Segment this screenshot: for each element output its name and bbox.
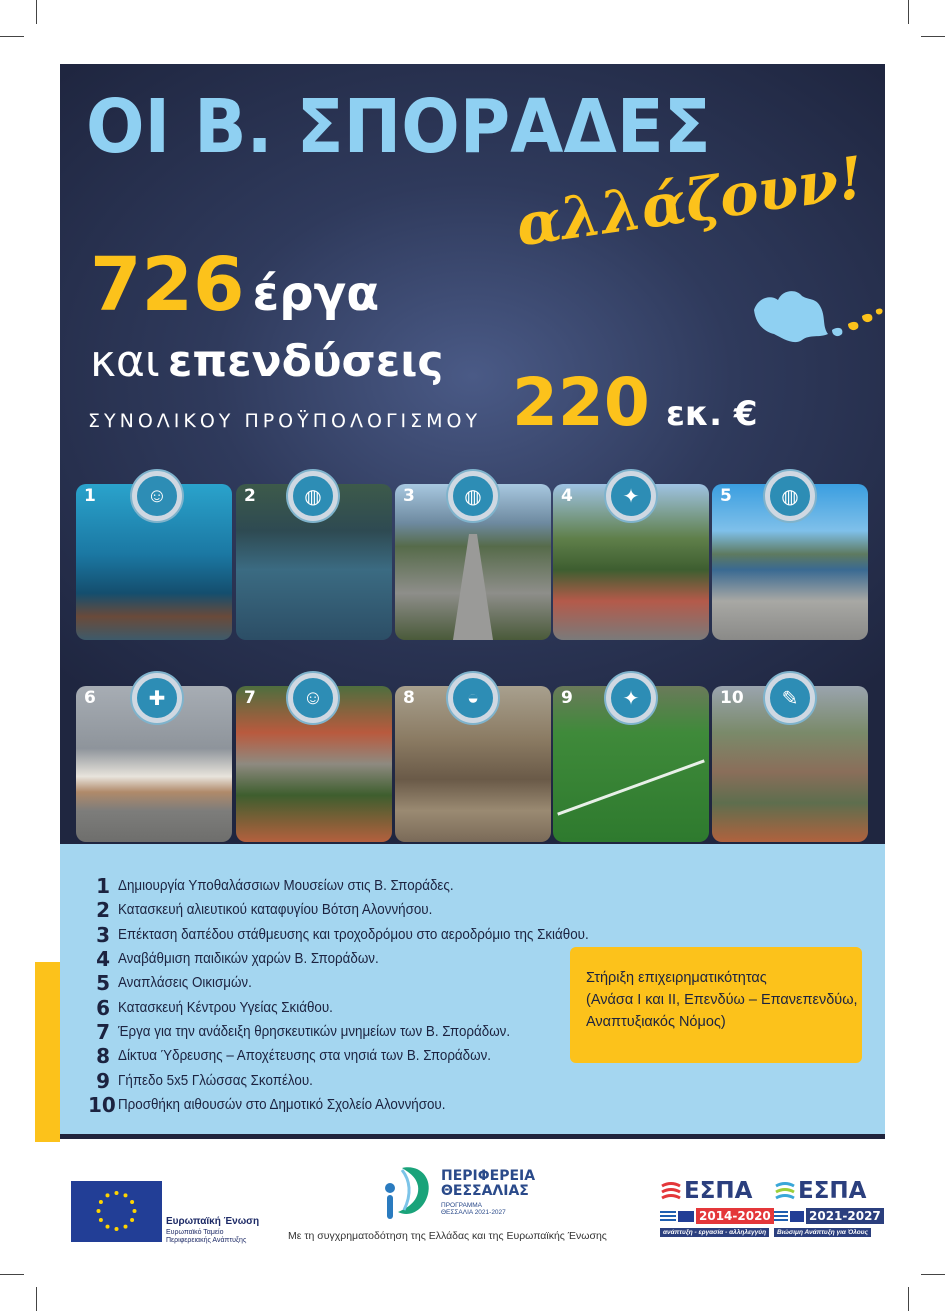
- support-line: Αναπτυξιακός Νόμος): [586, 1014, 726, 1030]
- list-item-text: Επέκταση δαπέδου στάθμευσης και τροχοδρόμου στο αεροδρόμιο της Σκιάθου.: [118, 926, 589, 943]
- pitch-line: [557, 759, 705, 815]
- tile-number: 1: [84, 486, 96, 506]
- list-item: [88, 1093, 624, 1117]
- globe-leaf-icon: ◍: [448, 471, 498, 521]
- list-item-number: 5: [96, 971, 110, 996]
- eu-fund-name: [166, 1229, 246, 1245]
- thessaly-region-logo-icon: [380, 1160, 438, 1224]
- region-programme-line: ΘΕΣΣΑΛΙΑ 2021-2027: [441, 1209, 506, 1216]
- crop-mark: [0, 36, 24, 37]
- investments-prefix: και: [90, 336, 160, 387]
- list-item: [88, 923, 624, 947]
- list-item-text: Αναβάθμιση παιδικών χαρών Β. Σποράδων.: [118, 951, 379, 968]
- water-tap-icon: ◒: [448, 673, 498, 723]
- tile-number: 7: [244, 688, 256, 708]
- globe-leaf-icon: ◍: [288, 471, 338, 521]
- eu-fund-line: Ευρωπαϊκό Ταμείο: [166, 1229, 224, 1236]
- crop-mark: [36, 1287, 37, 1311]
- list-item-number: 2: [96, 898, 110, 923]
- poster-subtitle: αλλάζουν!: [512, 143, 868, 260]
- tile-number: 3: [403, 486, 415, 506]
- list-item-text: Κατασκευή αλιευτικού καταφυγίου Βότση Αλοννήσου.: [118, 902, 433, 919]
- list-item-text: Έργα για την ανάδειξη θρησκευτικών μνημείων των Β. Σποράδων.: [118, 1023, 511, 1040]
- espa-2014-period: 2014-2020: [696, 1208, 774, 1224]
- eu-mini-flag-icon: [790, 1211, 804, 1222]
- list-item-number: 3: [96, 922, 110, 947]
- list-item: [88, 971, 624, 995]
- eu-fund-line: Περιφερειακής Ανάπτυξης: [166, 1237, 247, 1244]
- poster-header: [60, 64, 885, 844]
- espa-2021-logo-text: ΕΣΠΑ: [798, 1178, 867, 1204]
- investments-word: επενδύσεις: [167, 336, 444, 387]
- espa-2021-period: 2021-2027: [806, 1208, 884, 1224]
- project-count: 726: [90, 242, 245, 328]
- list-item-number: 8: [96, 1044, 110, 1069]
- list-item-number: 1: [96, 874, 110, 899]
- education-icon: ✎: [765, 673, 815, 723]
- budget-label: ΣΥΝΟΛΙΚΟΥ ΠΡΟΫΠΟΛΟΓΙΣΜΟΥ: [88, 410, 482, 432]
- list-item-number: 10: [88, 1092, 116, 1117]
- eu-stars-icon: [71, 1181, 162, 1242]
- project-count-row: [90, 242, 379, 328]
- region-name: [441, 1169, 535, 1199]
- greece-flag-icon: [774, 1211, 788, 1222]
- list-item: [88, 1068, 624, 1092]
- greece-flag-icon: [660, 1211, 676, 1222]
- espa-stripes-icon: [774, 1181, 796, 1203]
- list-item: [88, 1020, 624, 1044]
- list-item-number: 6: [96, 995, 110, 1020]
- list-item-text: Δημιουργία Υποθαλάσσιων Μουσείων στις Β. Σποράδες.: [118, 878, 454, 895]
- list-item-text: Γήπεδο 5x5 Γλώσσας Σκοπέλου.: [118, 1072, 313, 1089]
- globe-leaf-icon: ◍: [765, 471, 815, 521]
- list-item: [88, 1044, 624, 1068]
- islands-map-icon: [748, 276, 885, 356]
- espa-2014-logo-text: ΕΣΠΑ: [684, 1178, 753, 1204]
- crop-mark: [908, 0, 909, 24]
- divider: [60, 1134, 885, 1139]
- support-line: (Ανάσα Ι και ΙΙ, Επενδύω – Επανεπενδύω,: [586, 992, 858, 1008]
- region-programme-line: ΠΡΟΓΡΑΜΜΑ: [441, 1202, 483, 1209]
- region-programme: [441, 1202, 506, 1216]
- cofunding-note: Με τη συγχρηματοδότηση της Ελλάδας και της Ευρωπαϊκής Ένωσης: [288, 1230, 607, 1242]
- hospital-icon: ✚: [132, 673, 182, 723]
- theatre-masks-icon: ☺: [132, 471, 182, 521]
- theatre-masks-icon: ☺: [288, 673, 338, 723]
- tile-number: 10: [720, 688, 744, 708]
- poster-title: ΟΙ Β. ΣΠΟΡΑΔΕΣ: [86, 84, 711, 170]
- region-name-line: ΘΕΣΣΑΛΙΑΣ: [441, 1183, 529, 1199]
- budget-value: 220: [512, 364, 650, 441]
- crop-mark: [908, 1287, 909, 1311]
- list-item-number: 4: [96, 947, 110, 972]
- espa-2014-slogan: ανάπτυξη - εργασία - αλληλεγγύη: [660, 1228, 769, 1237]
- list-item: [88, 995, 624, 1019]
- crop-mark: [0, 1274, 24, 1275]
- region-name-line: ΠΕΡΙΦΕΡΕΙΑ: [441, 1168, 536, 1184]
- espa-2021-slogan: Βιώσιμη Ανάπτυξη για Όλους: [774, 1228, 871, 1237]
- tile-number: 2: [244, 486, 256, 506]
- list-item: [88, 947, 624, 971]
- eu-name: Ευρωπαϊκή Ένωση: [166, 1216, 260, 1227]
- runner-icon: ✦: [606, 471, 656, 521]
- accent-bar: [35, 962, 60, 1142]
- project-list: [88, 874, 624, 1117]
- project-list-panel: [60, 844, 885, 1138]
- tile-number: 4: [561, 486, 573, 506]
- list-item-text: Κατασκευή Κέντρου Υγείας Σκιάθου.: [118, 999, 333, 1016]
- espa-stripes-icon: [660, 1181, 682, 1203]
- investments-row: [90, 336, 444, 387]
- tile-number: 6: [84, 688, 96, 708]
- crop-mark: [921, 36, 945, 37]
- support-line: Στήριξη επιχειρηματικότητας: [586, 970, 767, 986]
- tile-number: 9: [561, 688, 573, 708]
- crop-mark: [36, 0, 37, 24]
- runway: [453, 534, 493, 640]
- runner-icon: ✦: [606, 673, 656, 723]
- list-item-text: Προσθήκη αιθουσών στο Δημοτικό Σχολείο Αλοννήσου.: [118, 1096, 446, 1113]
- eu-mini-flag-icon: [678, 1211, 694, 1222]
- budget-unit: εκ. €: [666, 394, 758, 434]
- business-support-box: [570, 947, 862, 1063]
- eu-flag-logo: [71, 1181, 162, 1242]
- list-item-text: Αναπλάσεις Οικισμών.: [118, 975, 252, 992]
- tile-number: 5: [720, 486, 732, 506]
- list-item-text: Δίκτυα Ύδρευσης – Αποχέτευσης στα νησιά των Β. Σποράδων.: [118, 1048, 491, 1065]
- list-item-number: 9: [96, 1068, 110, 1093]
- tile-number: 8: [403, 688, 415, 708]
- project-word: έργα: [252, 266, 380, 322]
- list-item-number: 7: [96, 1019, 110, 1044]
- crop-mark: [921, 1274, 945, 1275]
- list-item: [88, 898, 624, 922]
- list-item: [88, 874, 624, 898]
